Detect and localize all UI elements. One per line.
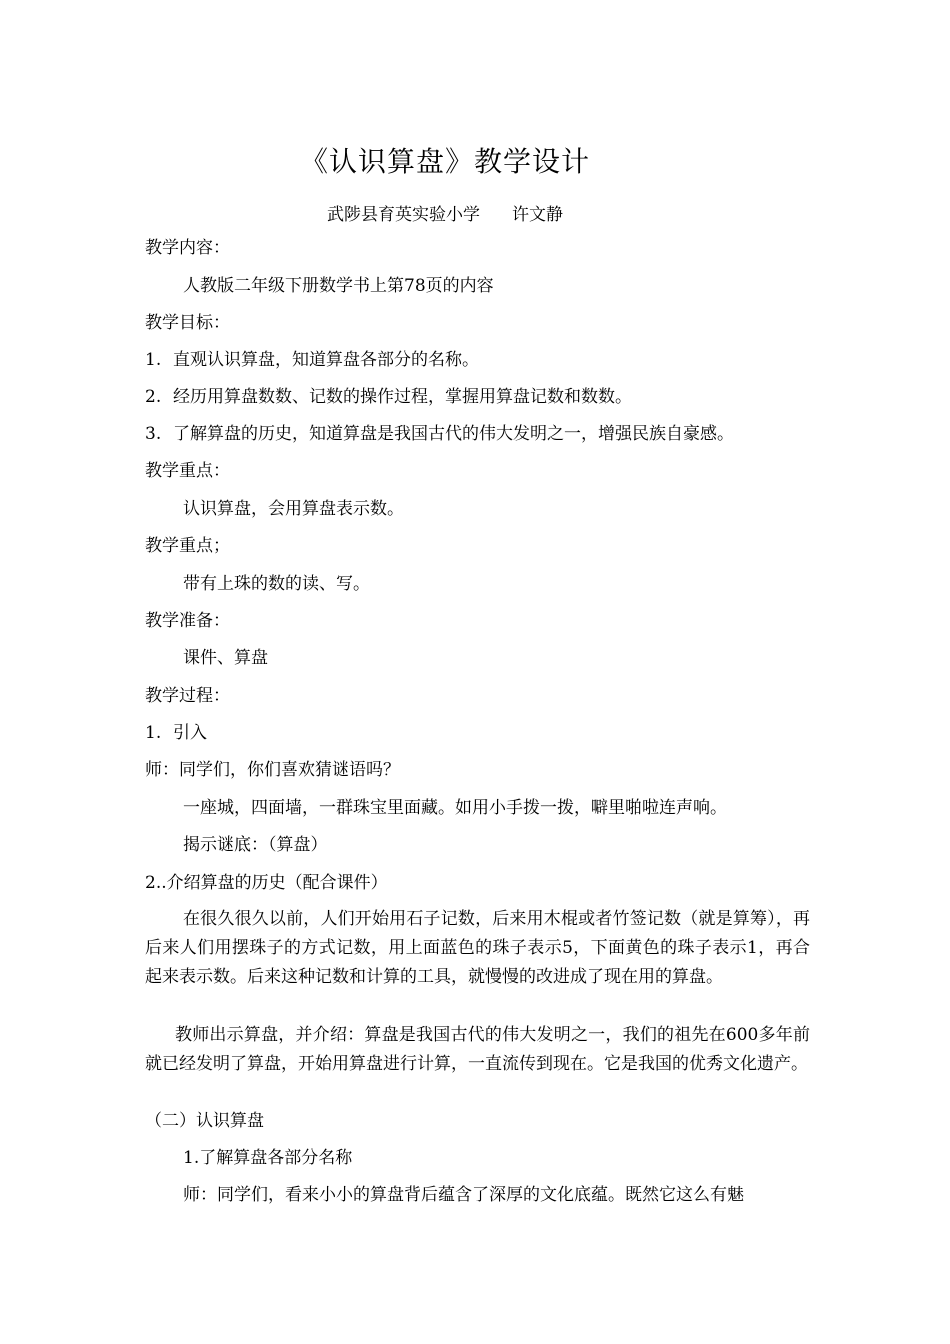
difficulty-heading: 教学重点； (145, 536, 230, 556)
prep-text: 课件、算盘 (183, 648, 268, 668)
history-paragraph: 在很久很久以前，人们开始用石子记数，后来用木棍或者竹签记数（就是算筹），再后来人们用摆珠子的方式记数，用上面蓝色的珠子表示5，下面黄色的珠子表示1，再合起来表示数。后来这种记数和计算的工具，就慢慢的改进成了现在用的算盘。 (145, 909, 810, 987)
document-title: 《认识算盘》教学设计 (299, 145, 590, 178)
difficulty-text: 带有上珠的数的读、写。 (183, 574, 370, 594)
riddle-text: 一座城，四面墙，一群珠宝里面藏。如用小手拨一拨，噼里啪啦连声响。 (183, 798, 727, 818)
prep-heading: 教学准备： (145, 611, 230, 631)
process-heading: 教学过程： (145, 686, 230, 706)
key-heading: 教学重点： (145, 461, 230, 481)
teacher-question: 师：同学们，你们喜欢猜谜语吗？ (145, 760, 400, 780)
byline (0, 200, 890, 225)
author-name: 许文静 (512, 205, 563, 225)
goal-item (145, 422, 815, 446)
goal-number: 3. (145, 424, 162, 444)
part2-subheading: 1.了解算盘各部分名称 (183, 1148, 353, 1168)
step2-heading: 2..介绍算盘的历史（配合课件） (145, 873, 388, 893)
goal-item (145, 385, 815, 409)
school-name: 武陟县育英实验小学 (327, 205, 480, 225)
goal-number: 1. (145, 350, 162, 370)
part2-text: 师：同学们，看来小小的算盘背后蕴含了深厚的文化底蕴。既然它这么有魅 (183, 1185, 744, 1205)
goal-number: 2. (145, 387, 162, 407)
content-heading: 教学内容： (145, 238, 230, 258)
teacher-paragraph: 教师出示算盘，并介绍：算盘是我国古代的伟大发明之一，我们的祖先在600多年前就已经发明了算盘，开始用算盘进行计算，一直流传到现在。它是我国的优秀文化遗产。 (145, 1025, 810, 1074)
riddle-answer: 揭示谜底：（算盘） (183, 835, 328, 855)
step1-text: 引入 (173, 723, 207, 743)
goal-text: 直观认识算盘，知道算盘各部分的名称。 (173, 350, 479, 370)
goals-heading: 教学目标： (145, 313, 230, 333)
step1-line (145, 721, 815, 745)
key-text: 认识算盘，会用算盘表示数。 (183, 499, 404, 519)
goal-item (145, 348, 815, 372)
step1-number: 1. (145, 723, 162, 743)
goal-text: 经历用算盘数数、记数的操作过程，掌握用算盘记数和数数。 (173, 387, 632, 407)
content-text: 人教版二年级下册数学书上第78页的内容 (183, 276, 494, 296)
goal-text: 了解算盘的历史，知道算盘是我国古代的伟大发明之一，增强民族自豪感。 (173, 424, 734, 444)
part2-heading: （二）认识算盘 (145, 1111, 264, 1131)
